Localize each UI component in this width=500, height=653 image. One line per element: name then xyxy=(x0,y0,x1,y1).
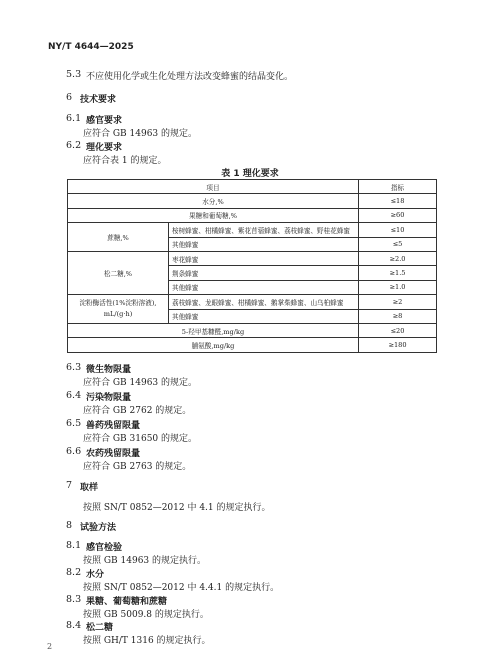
table-row xyxy=(68,338,437,352)
row-subitem: 其他蜂蜜 xyxy=(169,309,359,323)
row-subitem: 桉树蜂蜜、柑橘蜂蜜、紫花苜蓿蜂蜜、荔枝蜂蜜、野桂花蜂蜜 xyxy=(169,223,359,237)
clause-8-1-body: 按照 GB 14963 的规定执行。 xyxy=(83,556,207,566)
clause-8-1-number: 8.1 xyxy=(66,540,82,551)
clause-8-1-title: 感官检验 xyxy=(86,543,123,553)
header-item: 项目 xyxy=(68,180,359,194)
clause-6-6-body: 应符合 GB 2763 的规定。 xyxy=(83,462,192,472)
row-value: ≤20 xyxy=(359,323,437,337)
clause-6-1-number: 6.1 xyxy=(66,113,82,124)
clause-6-3-title: 微生物限量 xyxy=(86,365,132,375)
clause-6-3-body: 应符合 GB 14963 的规定。 xyxy=(83,378,198,388)
clause-6-4-number: 6.4 xyxy=(66,390,82,401)
row-subitem: 枣花蜂蜜 xyxy=(169,251,359,265)
page-number: 2 xyxy=(47,642,53,651)
clause-8-4-number: 8.4 xyxy=(66,620,82,631)
table-row xyxy=(68,223,437,237)
row-value: ≤18 xyxy=(359,194,437,208)
clause-5-3-number: 5.3 xyxy=(66,69,82,80)
amylase-label xyxy=(68,295,169,324)
amylase-label-line1: 淀粉酶活性(1%淀粉溶液), xyxy=(79,299,157,308)
clause-6-5-title: 兽药残留限量 xyxy=(86,421,141,431)
row-item: 果糖和葡萄糖,% xyxy=(68,208,359,222)
section-6-title: 技术要求 xyxy=(80,95,117,105)
row-item: 5-羟甲基糠醛,mg/kg xyxy=(68,323,359,337)
row-subitem: 荔枝蜂蜜、龙眼蜂蜜、柑橘蜂蜜、鹅掌柴蜂蜜、山乌桕蜂蜜 xyxy=(169,295,359,309)
row-value: ≤5 xyxy=(359,237,437,251)
table-row xyxy=(68,194,437,208)
table-caption: 表 1 理化要求 xyxy=(221,169,279,179)
clause-6-1-title: 感官要求 xyxy=(86,116,123,126)
clause-8-4-body: 按照 GH/T 1316 的规定执行。 xyxy=(83,636,211,646)
amylase-label-line2: mL/(g·h) xyxy=(103,310,133,319)
clause-8-2-title: 水分 xyxy=(86,570,105,580)
physicochemical-table xyxy=(67,179,437,353)
row-item: 脯氨酸,mg/kg xyxy=(68,338,359,352)
clause-8-3-number: 8.3 xyxy=(66,594,82,605)
clause-5-3-text: 不应使用化学或生化处理方法改变蜂蜜的结晶变化。 xyxy=(86,72,294,82)
clause-6-4-title: 污染物限量 xyxy=(86,393,132,403)
table-row xyxy=(68,208,437,222)
section-7-number: 7 xyxy=(66,480,73,491)
sucrose-label: 蔗糖,% xyxy=(68,223,169,252)
clause-8-4-title: 松二糖 xyxy=(86,623,114,633)
row-value: ≤10 xyxy=(359,223,437,237)
clause-6-1-body: 应符合 GB 14963 的规定。 xyxy=(83,129,198,139)
row-subitem: 荆条蜂蜜 xyxy=(169,266,359,280)
turanose-label: 松二糖,% xyxy=(68,251,169,294)
row-value: ≥2 xyxy=(359,295,437,309)
row-subitem: 其他蜂蜜 xyxy=(169,280,359,294)
clause-8-3-body: 按照 GB 5009.8 的规定执行。 xyxy=(83,610,209,620)
header-value: 指标 xyxy=(359,180,437,194)
section-7-body: 按照 SN/T 0852—2012 中 4.1 的规定执行。 xyxy=(83,503,271,513)
section-8-title: 试验方法 xyxy=(80,523,117,533)
row-value: ≥8 xyxy=(359,309,437,323)
clause-8-3-title: 果糖、葡萄糖和蔗糖 xyxy=(86,597,168,607)
row-value: ≥1.0 xyxy=(359,280,437,294)
clause-6-4-body: 应符合 GB 2762 的规定。 xyxy=(83,406,192,416)
clause-6-6-title: 农药残留限量 xyxy=(86,449,141,459)
table-header-row xyxy=(68,180,437,194)
row-value: ≥1.5 xyxy=(359,266,437,280)
section-7-title: 取样 xyxy=(80,483,99,493)
row-item: 水分,% xyxy=(68,194,359,208)
clause-6-2-title: 理化要求 xyxy=(86,143,123,153)
document-code: NY/T 4644—2025 xyxy=(48,42,134,52)
clause-6-5-body: 应符合 GB 31650 的规定。 xyxy=(83,434,198,444)
row-value: ≥60 xyxy=(359,208,437,222)
section-6-number: 6 xyxy=(66,92,73,103)
section-8-number: 8 xyxy=(66,520,73,531)
table-row xyxy=(68,295,437,309)
clause-8-2-number: 8.2 xyxy=(66,567,82,578)
clause-6-5-number: 6.5 xyxy=(66,418,82,429)
table-row xyxy=(68,251,437,265)
clause-6-2-number: 6.2 xyxy=(66,140,82,151)
clause-8-2-body: 按照 SN/T 0852—2012 中 4.4.1 的规定执行。 xyxy=(83,583,280,593)
row-subitem: 其他蜂蜜 xyxy=(169,237,359,251)
row-value: ≥180 xyxy=(359,338,437,352)
row-value: ≥2.0 xyxy=(359,251,437,265)
table-row xyxy=(68,323,437,337)
clause-6-2-body: 应符合表 1 的规定。 xyxy=(83,156,167,166)
clause-6-6-number: 6.6 xyxy=(66,446,82,457)
clause-6-3-number: 6.3 xyxy=(66,362,82,373)
